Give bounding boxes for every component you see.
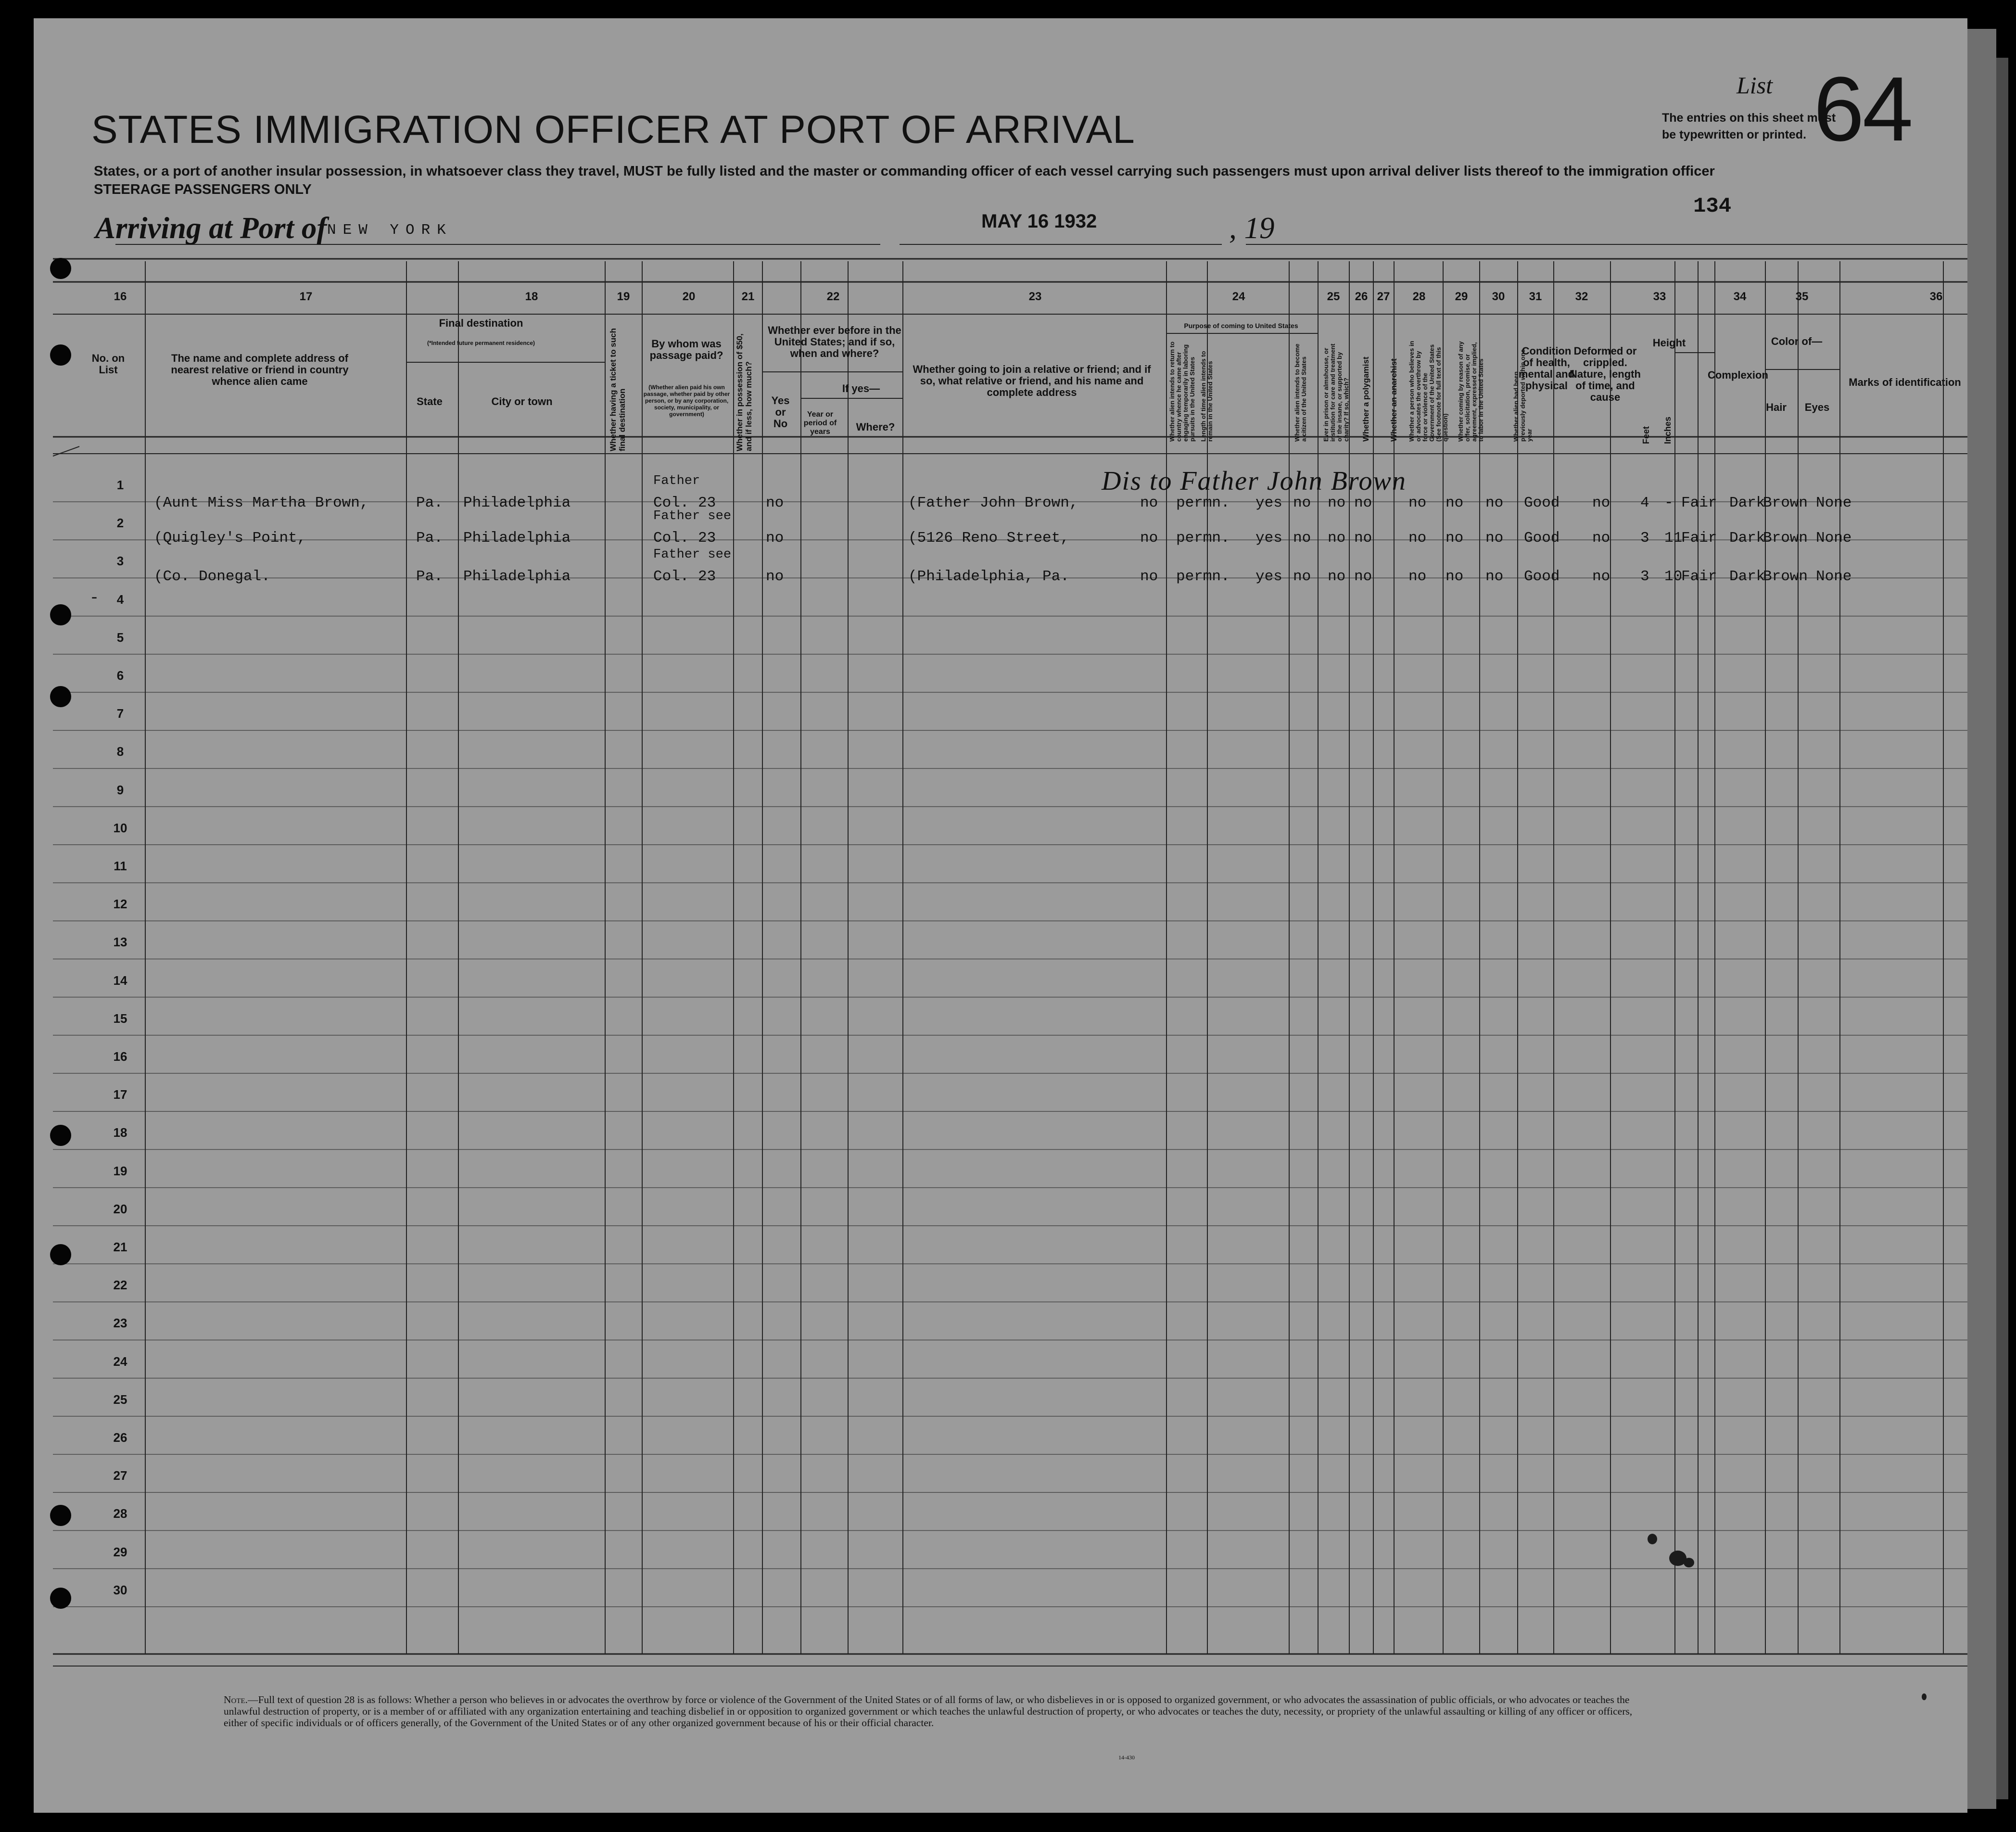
col-30-header: Whether alien had been previously deported within one year [1512, 349, 1533, 442]
col-26-cell: no [1328, 530, 1346, 547]
col-35-hair-header: Hair [1766, 401, 1787, 413]
eyes-cell: Brown [1763, 568, 1808, 585]
col-18-city-header: City or town [491, 395, 553, 407]
col-24a-header: Whether alien intends to return to country whence he came after engaging temporarily in laboring pursuits in the United States [1168, 341, 1196, 442]
row-number: 30 [113, 1582, 127, 1597]
hair-cell: Dark [1729, 530, 1765, 547]
col-25-cell: no [1293, 568, 1311, 585]
punch-hole [50, 604, 71, 625]
punch-hole [50, 1244, 71, 1265]
punch-hole [50, 1505, 71, 1526]
col-34-header: Complexion [1708, 369, 1768, 381]
column-number: 31 [1529, 290, 1542, 303]
row-number: 10 [113, 820, 127, 835]
column-number: 33 [1653, 290, 1666, 303]
punch-hole [50, 1125, 71, 1146]
col-30-cell: no [1485, 568, 1504, 585]
col-23-header: Whether going to join a relative or friend; and if so, what relative or friend, and his name and complete address [913, 363, 1151, 398]
col-32-header: Deformed or crippled. Nature, length of time, and cause [1570, 345, 1641, 403]
col-22-years-header: Year or period of years [803, 410, 837, 436]
col-27-cell: no [1354, 530, 1372, 547]
ink-stain [1922, 1693, 1927, 1700]
health-cell: Good [1524, 568, 1560, 585]
column-number: 26 [1355, 290, 1368, 303]
column-number: 35 [1795, 290, 1809, 303]
height-inches-cell: 11 [1664, 530, 1683, 547]
punch-hole [50, 258, 71, 279]
height-feet-cell: 3 [1640, 530, 1649, 547]
port-value: NEW YORK [327, 222, 453, 239]
column-number: 19 [617, 290, 630, 303]
col-33-feet-header: Feet [1641, 426, 1651, 444]
footnote-text [224, 1694, 1648, 1729]
row-number: 25 [113, 1392, 127, 1407]
before-cell: no [766, 568, 784, 585]
col-25-cell: no [1293, 495, 1311, 511]
row-number: 14 [113, 973, 127, 988]
row-number: 28 [113, 1506, 127, 1521]
row-number: 21 [113, 1240, 127, 1254]
city-cell: Philadelphia [463, 568, 571, 585]
row-number: 9 [116, 782, 124, 797]
relative-address-cell: (Aunt Miss Martha Brown, [154, 495, 369, 511]
column-number: 30 [1492, 290, 1505, 303]
col-17-header: The name and complete address of nearest relative or friend in country whence alien came [171, 352, 349, 387]
passage-paid-by-cell: Father see [653, 509, 732, 523]
col-18-subnote: (*Intended future permanent residence) [427, 340, 535, 346]
row-number: 7 [116, 706, 124, 721]
steerage-line: STEERAGE PASSENGERS ONLY [94, 182, 312, 197]
before-cell: no [766, 530, 784, 547]
col-28-cell: no [1408, 495, 1427, 511]
col-18-header: Final destination [439, 317, 523, 329]
column-number: 32 [1575, 290, 1588, 303]
col-24b-header: Length of time alien intends to remain in the United States [1200, 351, 1214, 442]
row-number: 2 [116, 516, 124, 531]
city-cell: Philadelphia [463, 495, 571, 511]
row-number: 12 [113, 897, 127, 912]
eyes-cell: Brown [1763, 495, 1808, 511]
col-25-header: Ever in prison or almshouse, or institution for care and treatment of the insane, or supported by charity? If so, which? [1322, 344, 1350, 442]
row-number: 16 [113, 1049, 127, 1064]
column-number: 25 [1327, 290, 1340, 303]
col-22-yes-header: Yes or No [771, 394, 790, 430]
col-20-subnote: (Whether alien paid his own passage, whether paid by other person, or by any corporation, society, municipality, or government) [643, 384, 730, 418]
marks-cell: None [1816, 495, 1852, 511]
passage-paid-by-cell: Father [653, 474, 700, 488]
deformed-cell: no [1592, 530, 1610, 547]
col-28-header: Whether a person who believes in or advocates the overthrow by force or violence of the Government of the United States (See footnote for full text of this question) [1408, 341, 1449, 442]
col-29-cell: no [1445, 495, 1464, 511]
col-35-header: Color of— [1771, 335, 1823, 347]
state-cell: Pa. [416, 495, 443, 511]
ink-stain [1648, 1534, 1657, 1544]
passage-paid-ref-cell: Col. 23 [653, 495, 716, 511]
column-number: 18 [525, 290, 538, 303]
col-35-eyes-header: Eyes [1804, 401, 1830, 413]
complexion-cell: Fair [1681, 568, 1717, 585]
citizen-cell: yes [1255, 568, 1282, 585]
col-29-cell: no [1445, 568, 1464, 585]
hair-cell: Dark [1729, 568, 1765, 585]
list-label: List [1737, 72, 1773, 99]
column-number: 16 [114, 290, 127, 303]
health-cell: Good [1524, 495, 1560, 511]
complexion-cell: Fair [1681, 530, 1717, 547]
column-number: 20 [682, 290, 696, 303]
handwritten-note: Dis to Father John Brown [1102, 466, 1407, 496]
length-of-stay-cell: permn. [1176, 568, 1230, 585]
height-inches-cell: - [1664, 495, 1674, 511]
form-code: 14-430 [1118, 1754, 1135, 1761]
row-number: 27 [113, 1468, 127, 1483]
state-cell: Pa. [416, 530, 443, 547]
col-24c-header: Whether alien intends to become a citizen of the United States [1293, 344, 1307, 442]
list-number: 64 [1813, 58, 1912, 160]
typewritten-note-2: be typewritten or printed. [1662, 128, 1807, 141]
length-of-stay-cell: permn. [1176, 495, 1230, 511]
before-cell: no [766, 495, 784, 511]
instructions-line: States, or a port of another insular possession, in whatsoever class they travel, MUST be fully listed and the master or commanding officer of each vessel carrying such passengers must upon arrival deliver lists thereof to the immigration officer [94, 164, 1715, 179]
page-edge [1996, 58, 2008, 1799]
height-feet-cell: 3 [1640, 568, 1649, 585]
col-25-cell: no [1293, 530, 1311, 547]
citizen-cell: yes [1255, 530, 1282, 547]
marks-cell: None [1816, 530, 1852, 547]
return-cell: no [1140, 530, 1158, 547]
column-number: 22 [826, 290, 840, 303]
relative-address-cell: (Quigley's Point, [154, 530, 306, 547]
col-29-header: Whether coming by reason of any offer, solicitation, promise, or agreement, expressed or implied, to labor in the United States [1457, 341, 1484, 442]
join-relative-cell: (Father John Brown, [908, 495, 1078, 511]
hair-cell: Dark [1729, 495, 1765, 511]
col-24-header: Purpose of coming to United States [1184, 322, 1298, 330]
col-22-ifyes-header: If yes— [842, 382, 880, 394]
col-22-header: Whether ever before in the United States; and if so, when and where? [768, 324, 901, 359]
form-grid [34, 18, 1967, 1813]
row-number: 18 [113, 1125, 127, 1140]
complexion-cell: Fair [1681, 495, 1717, 511]
row-number: 29 [113, 1544, 127, 1559]
row-number: 11 [114, 859, 127, 873]
col-28-cell: no [1408, 568, 1427, 585]
col-21-header: Whether in possession of $50, and if less, how much? [735, 333, 753, 451]
footnote-label: Note. [224, 1694, 248, 1705]
row-number: 8 [116, 744, 124, 759]
row-number: 5 [116, 630, 124, 645]
page-title: STATES IMMIGRATION OFFICER AT PORT OF ARRIVAL [91, 108, 1135, 152]
length-of-stay-cell: permn. [1176, 530, 1230, 547]
return-cell: no [1140, 495, 1158, 511]
stray-mark: - [91, 586, 97, 606]
year-label: , 19 [1229, 211, 1275, 245]
col-26-cell: no [1328, 568, 1346, 585]
row-number: 1 [116, 478, 124, 492]
punch-hole [50, 344, 71, 366]
height-inches-cell: 10 [1664, 568, 1683, 585]
row-number: 17 [113, 1087, 127, 1102]
ink-stain [1684, 1558, 1694, 1567]
col-36-header: Marks of identification [1849, 376, 1961, 388]
row-number: 24 [113, 1354, 127, 1369]
col-27-header: Whether an anarchist [1389, 358, 1398, 442]
col-26-cell: no [1328, 495, 1346, 511]
row-number: 4 [116, 592, 124, 607]
col-27-cell: no [1354, 495, 1372, 511]
row-number: 20 [113, 1201, 127, 1216]
deformed-cell: no [1592, 568, 1610, 585]
col-26-header: Whether a polygamist [1361, 356, 1370, 442]
column-number: 36 [1929, 290, 1943, 303]
column-number: 34 [1733, 290, 1747, 303]
col-22-where-header: Where? [856, 421, 895, 433]
col-33-inches-header: Inches [1663, 416, 1673, 444]
sheet-number: 134 [1693, 194, 1732, 218]
column-number: 27 [1377, 290, 1390, 303]
col-16-header: No. on List [91, 352, 125, 376]
column-number: 23 [1028, 290, 1042, 303]
return-cell: no [1140, 568, 1158, 585]
deformed-cell: no [1592, 495, 1610, 511]
col-20-header: By whom was passage paid? [649, 338, 723, 361]
join-relative-cell: (5126 Reno Street, [908, 530, 1069, 547]
col-19-header: Whether having a ticket to such final destination [609, 328, 627, 451]
col-27-cell: no [1354, 568, 1372, 585]
eyes-cell: Brown [1763, 530, 1808, 547]
column-number: 21 [741, 290, 755, 303]
punch-hole [50, 686, 71, 707]
relative-address-cell: (Co. Donegal. [154, 568, 270, 585]
col-29-cell: no [1445, 530, 1464, 547]
marks-cell: None [1816, 568, 1852, 585]
col-28-cell: no [1408, 530, 1427, 547]
column-number: 28 [1412, 290, 1426, 303]
citizen-cell: yes [1255, 495, 1282, 511]
column-number: 17 [299, 290, 313, 303]
city-cell: Philadelphia [463, 530, 571, 547]
passage-paid-by-cell: Father see [653, 547, 732, 562]
arrival-date: MAY 16 1932 [981, 211, 1097, 232]
join-relative-cell: (Philadelphia, Pa. [908, 568, 1069, 585]
row-number: 22 [113, 1278, 127, 1293]
row-number: 26 [113, 1430, 127, 1445]
col-18-state-header: State [417, 395, 443, 407]
col-30-cell: no [1485, 530, 1504, 547]
row-number: 6 [116, 668, 124, 683]
grid-line [53, 446, 79, 456]
row-number: 15 [113, 1011, 127, 1026]
row-number: 13 [113, 935, 127, 950]
column-number: 29 [1455, 290, 1468, 303]
health-cell: Good [1524, 530, 1560, 547]
arriving-label: Arriving at Port of [95, 211, 327, 245]
row-number: 3 [116, 554, 124, 569]
passage-paid-ref-cell: Col. 23 [653, 530, 716, 547]
row-number: 19 [113, 1163, 127, 1178]
state-cell: Pa. [416, 568, 443, 585]
col-31-header: Condition of health, mental and physical [1518, 345, 1575, 392]
col-33-header: Height [1652, 337, 1686, 349]
col-30-cell: no [1485, 495, 1504, 511]
column-number: 24 [1232, 290, 1245, 303]
typewritten-note-1: The entries on this sheet must [1662, 111, 1836, 125]
passage-paid-ref-cell: Col. 23 [653, 568, 716, 585]
manifest-sheet [34, 18, 1967, 1813]
page-edge [1967, 29, 1996, 1809]
punch-hole [50, 1588, 71, 1609]
row-number: 23 [113, 1316, 127, 1331]
height-feet-cell: 4 [1640, 495, 1649, 511]
footnote-body: —Full text of question 28 is as follows: Whether a person who believes in or advocates the overthrow by force or violence of the Government of the United States or of all forms of law, or who disbelieves in or is opposed to organized government, or who advocates the assassination of public officials, or who advocates or teaches the unlawful destruction of property, or is a member of or affiliated with any organization entertaining and teaching disbelief in or opposition to organized government or which teaches the unlawful destruction of property, or who advocates or teaches the duty, necessity, or propriety of the unlawful assaulting or killing of any officer or officers, either of specific individuals or of officers generally, of the Government of the United States or of any other organized government because of his or their official character. [224, 1694, 1633, 1729]
